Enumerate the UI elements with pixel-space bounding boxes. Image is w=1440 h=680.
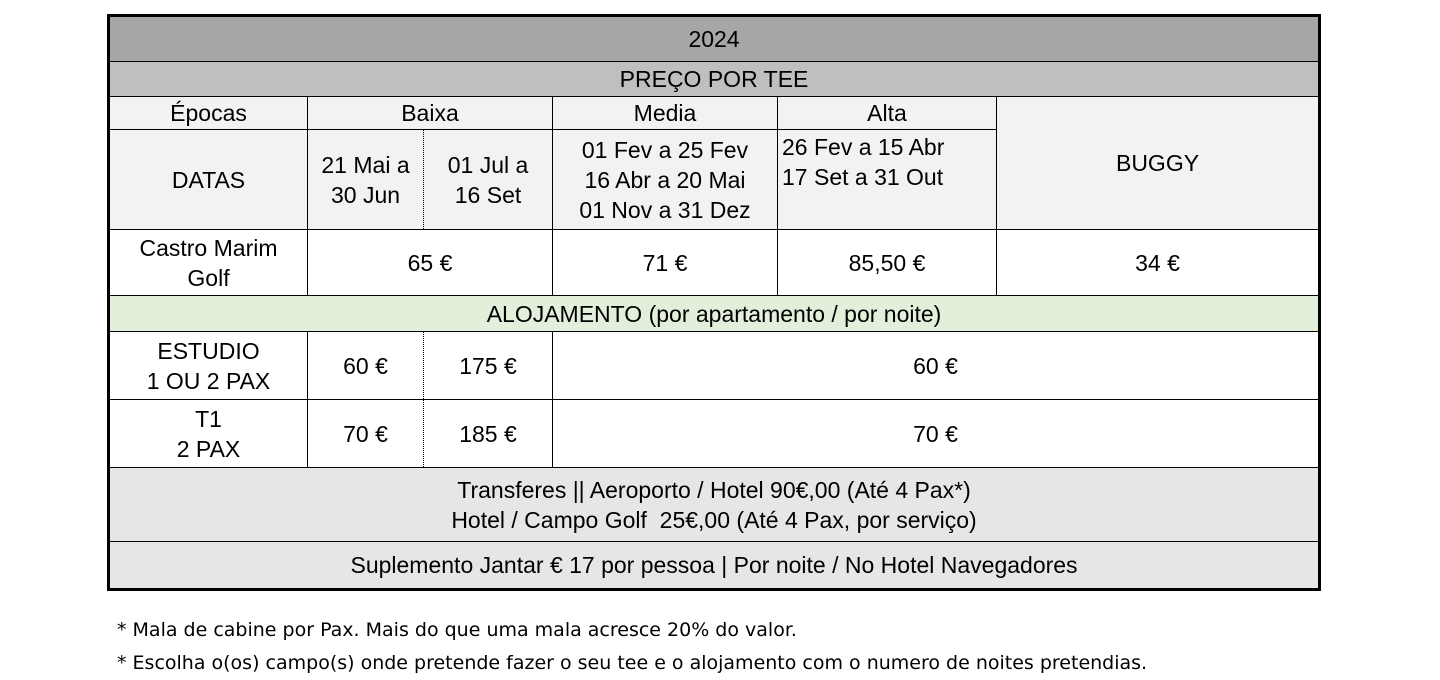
t1-rest-price: 70 € xyxy=(553,400,1320,468)
alojamento-row xyxy=(109,296,1320,332)
golf-name-line: Castro Marim xyxy=(139,234,278,261)
golf-alta-price: 85,50 € xyxy=(778,230,997,296)
estudio-name-line: 1 OU 2 PAX xyxy=(146,367,271,394)
estudio-rest-price: 60 € xyxy=(553,332,1320,400)
footnote: * Mala de cabine por Pax. Mais do que uma mala acresce 20% do valor. xyxy=(117,619,797,641)
transferes-line: Transferes || Aeroporto / Hotel 90€,00 (Até 4 Pax*) xyxy=(457,476,971,503)
baixa-dates-1-line: 30 Jun xyxy=(330,181,401,208)
suplemento-cell: Suplemento Jantar € 17 por pessoa | Por noite / No Hotel Navegadores xyxy=(109,542,1320,590)
golf-name xyxy=(109,230,308,296)
preco-header: PREÇO POR TEE xyxy=(109,62,1320,97)
transferes-row xyxy=(109,468,1320,542)
year-row xyxy=(109,16,1320,62)
epocas-label: Épocas xyxy=(109,97,308,130)
media-dates-line: 16 Abr a 20 Mai xyxy=(584,166,746,193)
alta-dates xyxy=(778,130,997,230)
estudio-baixa-2-price: 175 € xyxy=(424,332,553,400)
baixa-dates-2-line: 01 Jul a xyxy=(447,151,529,178)
media-dates-line: 01 Nov a 31 Dez xyxy=(579,196,751,223)
t1-name xyxy=(109,400,308,468)
alta-dates-line: 26 Fev a 15 Abr xyxy=(782,134,945,160)
t1-baixa-2-price: 185 € xyxy=(424,400,553,468)
media-dates-line: 01 Fev a 25 Fev xyxy=(581,136,749,163)
datas-label: DATAS xyxy=(109,130,308,230)
golf-baixa-price: 65 € xyxy=(308,230,553,296)
t1-name-line: T1 xyxy=(195,405,222,432)
alta-dates-line: 17 Set a 31 Out xyxy=(782,164,944,190)
media-label: Media xyxy=(553,97,778,130)
golf-media-price: 71 € xyxy=(553,230,778,296)
transferes-line: Hotel / Campo Golf 25€,00 (Até 4 Pax, por serviço) xyxy=(451,506,977,533)
t1-row xyxy=(109,400,1320,468)
estudio-row xyxy=(109,332,1320,400)
t1-name-line: 2 PAX xyxy=(176,435,241,462)
estudio-name xyxy=(109,332,308,400)
transferes-cell xyxy=(109,468,1320,542)
alta-label: Alta xyxy=(778,97,997,130)
alojamento-header: ALOJAMENTO (por apartamento / por noite) xyxy=(109,296,1320,332)
year-header: 2024 xyxy=(109,16,1320,62)
price-table xyxy=(107,14,1321,591)
media-dates xyxy=(553,130,778,230)
estudio-baixa-1-price: 60 € xyxy=(308,332,424,400)
golf-name-line: Golf xyxy=(187,264,230,291)
baixa-dates-2 xyxy=(424,130,553,230)
baixa-label: Baixa xyxy=(308,97,553,130)
buggy-label: BUGGY xyxy=(997,97,1320,230)
baixa-dates-2-line: 16 Set xyxy=(454,181,522,208)
preco-row xyxy=(109,62,1320,97)
golf-row xyxy=(109,230,1320,296)
baixa-dates-1 xyxy=(308,130,424,230)
epocas-row xyxy=(109,97,1320,130)
t1-baixa-1-price: 70 € xyxy=(308,400,424,468)
baixa-dates-1-line: 21 Mai a xyxy=(321,151,410,178)
suplemento-row xyxy=(109,542,1320,590)
golf-buggy-price: 34 € xyxy=(997,230,1320,296)
footnotes xyxy=(117,614,1147,680)
footnote: * Escolha o(os) campo(s) onde pretende fazer o seu tee e o alojamento com o numero de noites pretendias. xyxy=(117,652,1148,674)
estudio-name-line: ESTUDIO xyxy=(157,337,260,364)
